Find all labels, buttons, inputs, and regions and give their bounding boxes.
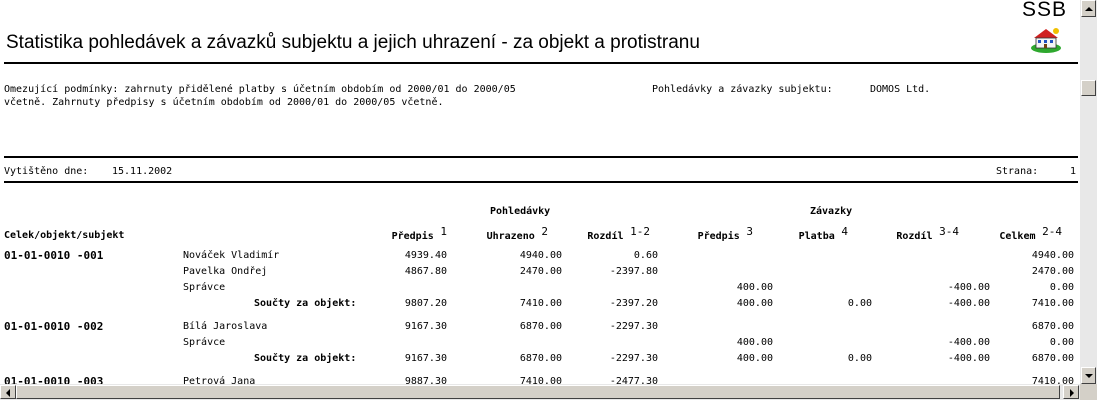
- subject-name: Petrová Jana: [183, 376, 256, 384]
- subject-name: Pavelka Ondřej: [183, 266, 268, 277]
- cell-value: 7410.00: [1031, 298, 1074, 309]
- cell-value: -400.00: [947, 298, 990, 309]
- cell-value: 9807.20: [404, 298, 447, 309]
- cell-value: 0.00: [847, 298, 872, 309]
- cell-value: 4940.00: [519, 250, 562, 261]
- cell-value: 0.00: [847, 353, 872, 364]
- column-header-index: 3: [746, 225, 753, 238]
- cell-value: 7410.00: [519, 376, 562, 384]
- subject-name: Správce: [183, 337, 226, 348]
- column-header-index: 3-4: [939, 225, 959, 238]
- scrollbar-corner: [1080, 384, 1097, 400]
- column-header-7: [922, 225, 1062, 243]
- object-code: 01-01-0010 -001: [4, 249, 104, 262]
- vertical-scrollbar[interactable]: [1080, 0, 1097, 384]
- cell-value: -400.00: [947, 282, 990, 293]
- column-header-label: Předpis: [391, 231, 434, 242]
- subject-name: Bílá Jaroslava: [183, 321, 268, 332]
- column-header-index: 2: [541, 225, 548, 238]
- cell-value: 6870.00: [1031, 321, 1074, 332]
- cell-value: 0.00: [1049, 282, 1074, 293]
- scroll-left-button[interactable]: [0, 385, 16, 399]
- cell-value: -2297.30: [609, 321, 658, 332]
- cell-value: -400.00: [947, 353, 990, 364]
- cell-value: -2477.30: [609, 376, 658, 384]
- horizontal-scroll-thumb[interactable]: [16, 385, 1060, 399]
- arrow-down-icon: [1085, 374, 1093, 378]
- arrow-left-icon: [6, 389, 10, 397]
- column-header-index: 1: [440, 225, 447, 238]
- subject-label: Pohledávky a závazky subjektu:: [652, 84, 833, 95]
- scroll-right-button[interactable]: [1063, 385, 1079, 399]
- group-receivables-header: Pohledávky: [490, 206, 551, 217]
- column-header-index: 1-2: [630, 225, 650, 238]
- cell-value: 6870.00: [519, 353, 562, 364]
- page-label: Strana:: [996, 166, 1039, 177]
- cell-value: 2470.00: [1031, 266, 1074, 277]
- column-header-0: [4, 230, 124, 242]
- column-header-label: Platba: [798, 231, 835, 242]
- cell-value: 2470.00: [519, 266, 562, 277]
- print-divider-top: [4, 156, 1078, 158]
- page-number: 1: [1069, 166, 1076, 177]
- scroll-down-button[interactable]: [1081, 367, 1096, 384]
- print-date-value: 15.11.2002: [112, 166, 173, 177]
- cell-value: 400.00: [736, 337, 773, 348]
- column-header-index: 2-4: [1042, 225, 1062, 238]
- print-date-label: Vytištěno dne:: [4, 166, 89, 177]
- column-header-label: Předpis: [697, 231, 740, 242]
- cell-value: 400.00: [736, 298, 773, 309]
- cell-value: 400.00: [736, 353, 773, 364]
- column-header-index: 4: [841, 225, 848, 238]
- ssb-logo: SSB: [1022, 0, 1068, 21]
- column-header-label: Celek/objekt/subjekt: [4, 230, 125, 241]
- arrow-right-icon: [1070, 389, 1074, 397]
- column-header-label: Uhrazeno: [486, 231, 535, 242]
- cell-value: -400.00: [947, 337, 990, 348]
- report-title: Statistika pohledávek a závazků subjektu a jejich uhrazení - za objekt a protistranu: [6, 32, 700, 53]
- vertical-scroll-thumb[interactable]: [1081, 80, 1096, 96]
- cell-value: -2397.80: [609, 266, 658, 277]
- cell-value: -2297.30: [609, 353, 658, 364]
- scroll-up-button[interactable]: [1081, 0, 1096, 17]
- object-code: 01-01-0010 -003: [4, 375, 104, 384]
- cell-value: 9167.30: [404, 353, 447, 364]
- column-header-label: Rozdíl: [896, 231, 933, 242]
- cell-value: 7410.00: [519, 298, 562, 309]
- conditions-line-2: včetně. Zahrnuty předpisy s účetním obdobím od 2000/01 do 2000/05 včetně.: [4, 97, 444, 108]
- object-code: 01-01-0010 -002: [4, 320, 104, 333]
- cell-value: 9167.30: [404, 321, 447, 332]
- cell-value: 4939.40: [404, 250, 447, 261]
- subject-name: Správce: [183, 282, 226, 293]
- cell-value: 0.60: [633, 250, 658, 261]
- totals-label: Součty za objekt:: [254, 353, 357, 364]
- print-divider-bottom: [4, 181, 1078, 183]
- title-divider: [4, 62, 1078, 64]
- house-icon: [1030, 26, 1062, 54]
- cell-value: -2397.20: [609, 298, 658, 309]
- horizontal-scrollbar[interactable]: [0, 384, 1080, 400]
- column-header-label: Celkem: [999, 231, 1036, 242]
- cell-value: 6870.00: [519, 321, 562, 332]
- totals-label: Součty za objekt:: [254, 298, 357, 309]
- cell-value: 4940.00: [1031, 250, 1074, 261]
- column-header-label: Rozdíl: [587, 231, 624, 242]
- arrow-up-icon: [1085, 7, 1093, 11]
- cell-value: 7410.00: [1031, 376, 1074, 384]
- cell-value: 400.00: [736, 282, 773, 293]
- group-liabilities-header: Závazky: [810, 206, 853, 217]
- subject-value: DOMOS Ltd.: [870, 84, 931, 95]
- cell-value: 4867.80: [404, 266, 447, 277]
- subject-name: Nováček Vladimír: [183, 250, 280, 261]
- cell-value: 9887.30: [404, 376, 447, 384]
- cell-value: 6870.00: [1031, 353, 1074, 364]
- cell-value: 0.00: [1049, 337, 1074, 348]
- conditions-line-1: Omezující podmínky: zahrnuty přidělené platby s účetním obdobím od 2000/01 do 2000/05: [4, 84, 516, 95]
